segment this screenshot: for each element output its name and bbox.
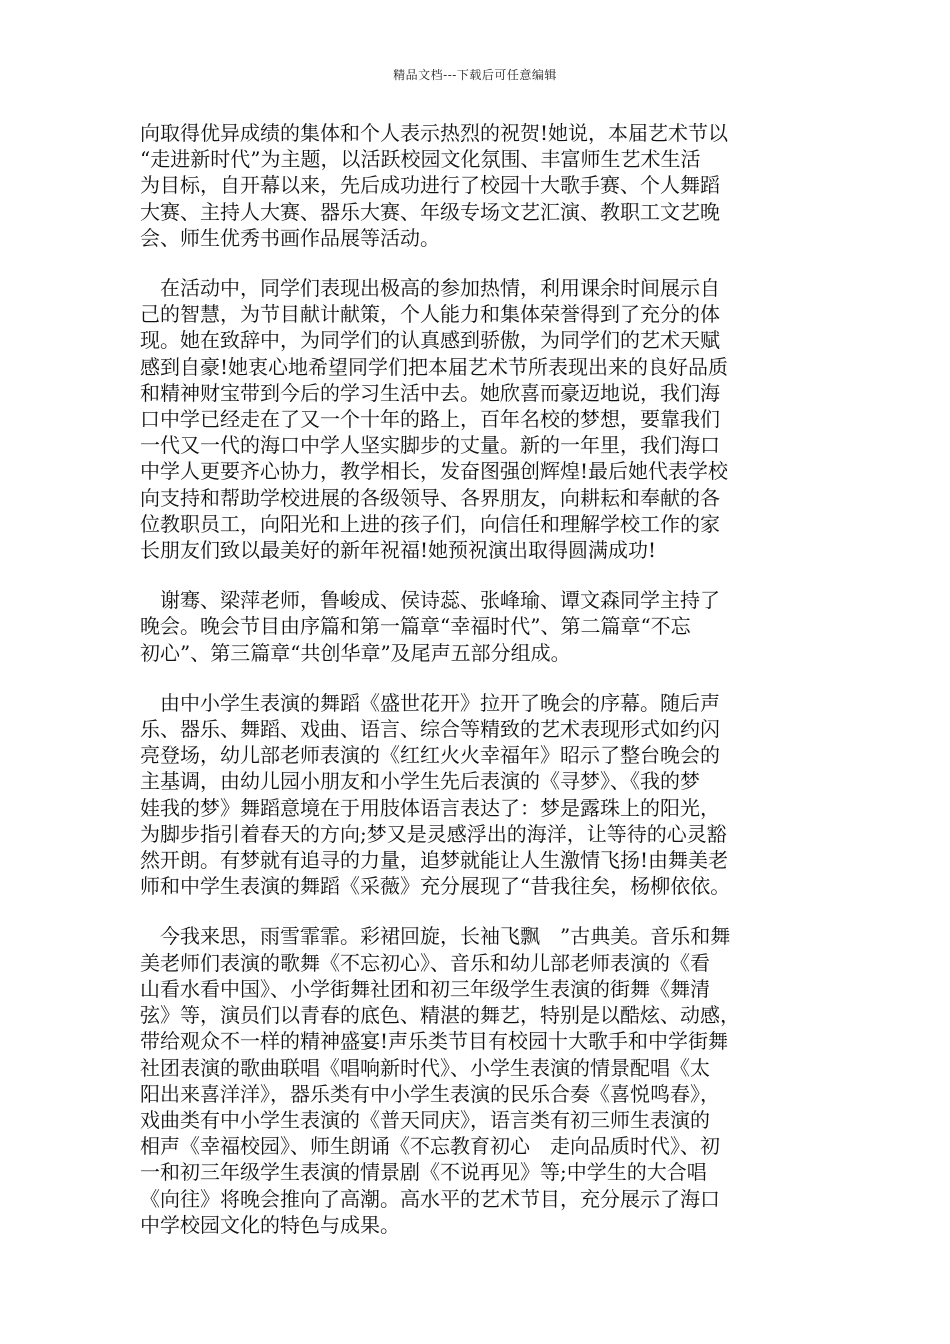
paragraph-2: 在活动中，同学们表现出极高的参加热情，利用课余时间展示自 己的智慧，为节目献计献策，个人能力和集体荣誉得到了充分的体 现。她在致辞中，为同学们的认真感到骄傲，为同学们的艺术天赋 感到自豪!她衷心地希望同学们把本届艺术节所表现出来的良好品质 和精神财宝带到今后的学习生活中去。她欣喜而豪迈地说，我们海 口中学已经走在了又一个十年的路上，百年名校的梦想，要靠我们 一代又一代的海口中学人坚实脚步的丈量。新的一年里，我们海口 中学人更要齐心协力，教学相长，发奋图强创辉煌!最后她代表学校 向支持和帮助学校进展的各级领导、各界朋友，向耕耘和奉献的各 位教职员工，向阳光和上进的孩子们，向信任和理解学校工作的家 长朋友们致以最美好的新年祝福!她预祝演出取得圆满成功! [140, 276, 729, 563]
paragraph-4: 由中小学生表演的舞蹈《盛世花开》拉开了晚会的序幕。随后声 乐、器乐、舞蹈、戏曲、语言、综合等精致的艺术表现形式如约闪 亮登场，幼儿部老师表演的《红红火火幸福年》昭示了整台晚会的 主基调，由幼儿园小朋友和小学生先后表演的《寻梦》、《我的梦 娃我的梦》舞蹈意境在于用肢体语言表达了：梦是露珠上的阳光， 为脚步指引着春天的方向;梦又是灵感浮出的海洋，让等待的心灵豁 然开朗。有梦就有追寻的力量，追梦就能让人生激情飞扬!由舞美老 师和中学生表演的舞蹈《采薇》充分展现了“昔我往矣，杨柳依依。 [140, 690, 731, 899]
document-body [140, 120, 808, 1262]
page-header: 精品文档---下载后可任意编辑 [393, 68, 557, 82]
paragraph-3: 谢骞、梁萍老师，鲁峻成、侯诗蕊、张峰瑜、谭文森同学主持了 晚会。晚会节目由序篇和第一篇章“幸福时代”、第二篇章“不忘 初心”、第三篇章“共创华章”及尾声五部分组成。 [140, 588, 720, 665]
paragraph-5: 今我来思，雨雪霏霏。彩裙回旋，长袖飞飘 ”古典美。音乐和舞 美老师们表演的歌舞《不忘初心》、音乐和幼儿部老师表演的《看 山看水看中国》、小学街舞社团和初三年级学生表演的街舞《舞清 弦》等，演员们以青春的底色、精湛的舞艺，特别是以酷炫、动感， 带给观众不一样的精神盛宴!声乐类节目有校园十大歌手和中学街舞 社团表演的歌曲联唱《唱响新时代》、小学生表演的情景配唱《太 阳出来喜洋洋》，器乐类有中小学生表演的民乐合奏《喜悦鸣春》， 戏曲类有中小学生表演的《普天同庆》，语言类有初三师生表演的 相声《幸福校园》、师生朗诵《不忘教育初心 走向品质时代》、初 一和初三年级学生表演的情景剧《不说再见》等;中学生的大合唱 《向往》将晚会推向了高潮。高水平的艺术节目，充分展示了海口 中学校园文化的特色与成果。 [140, 924, 740, 1237]
paragraph-1: 向取得优异成绩的集体和个人表示热烈的祝贺!她说，本届艺术节以 “走进新时代”为主题，以活跃校园文化氛围、丰富师生艺术生活 为目标，自开幕以来，先后成功进行了校园十大歌手赛、个人舞蹈 大赛、主持人大赛、器乐大赛、年级专场文艺汇演、教职工文艺晚 会、师生优秀书画作品展等活动。 [140, 121, 729, 250]
